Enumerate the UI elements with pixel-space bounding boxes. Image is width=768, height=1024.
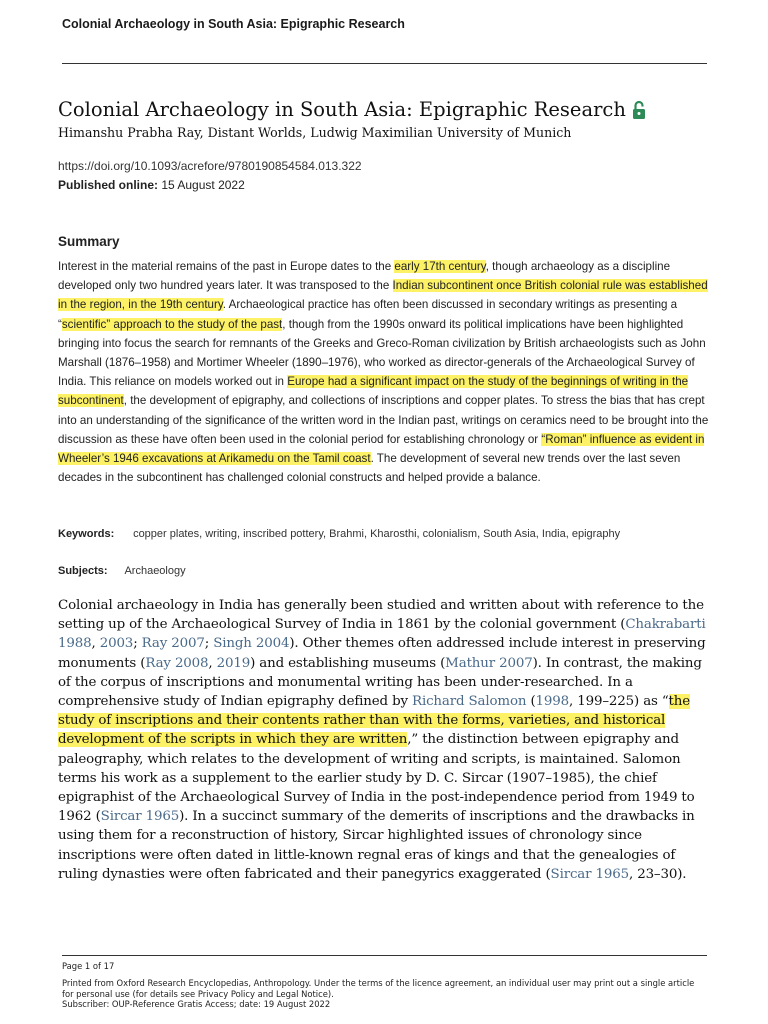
citation-link[interactable]: Mathur 2007 (445, 655, 533, 671)
published-value: 15 August 2022 (161, 178, 245, 192)
highlight: the study of inscriptions and their contents rather than with the forms, varieties, and historical development of the scripts in which they are written (58, 694, 691, 748)
citation-link[interactable]: Richard Salomon (412, 694, 527, 710)
footer-divider (62, 955, 707, 956)
body-paragraph (58, 596, 710, 884)
running-head: Colonial Archaeology in South Asia: Epigraphic Research (62, 17, 405, 31)
subscriber-info: Subscriber: OUP-Reference Gratis Access; date: 19 August 2022 (62, 999, 331, 1009)
keywords-row (58, 528, 620, 540)
citation-link[interactable]: Chakrabarti 1988 (58, 617, 706, 652)
highlight: “Roman” influence as evident in Wheeler’s 1946 excavations at Arikamedu on the Tamil coast (58, 432, 705, 466)
citation-link[interactable]: 2003 (99, 636, 134, 652)
citation-link[interactable]: Sircar 1965 (550, 866, 629, 882)
body-text: ). In contrast, the making of the corpus of inscriptions and monumental writing has been under-researched. In a comprehensive study of Indian epigraphy defined by (58, 655, 702, 710)
citation-link[interactable]: Singh 2004 (213, 636, 290, 652)
doi-link[interactable]: https://doi.org/10.1093/acrefore/9780190854584.013.322 (58, 159, 362, 173)
unlocked-padlock-icon (632, 100, 646, 120)
highlight: Indian subcontinent once British colonial rule was established in the region, in the 19th century (58, 279, 708, 312)
highlight: Europe had a significant impact on the study of the beginnings of writing in the subcontinent (58, 375, 689, 408)
body-text: , (91, 636, 100, 652)
abstract-text: . The development of several new trends over the last seven decades in the subcontinent has challenged colonial constructs and helped provide a balance. (58, 452, 681, 485)
body-text: Colonial archaeology in India has generally been studied and written about with reference to the setting up of the Archaeological Survey of India in 1861 by the colonial government ( (58, 598, 704, 633)
page-footer (62, 961, 707, 1010)
citation-link[interactable]: 1998 (535, 694, 570, 710)
abstract-text: , the development of epigraphy, and collections of inscriptions and copper plates. To stress the bias that has crept into an understanding of the significance of the written word in the Indian past, writings on ceramics need to be brought into the discussion as these have often been used in the colonial period for establishing chronology or (58, 394, 709, 446)
article-title (58, 98, 646, 121)
article-title-text: Colonial Archaeology in South Asia: Epigraphic Research (58, 98, 626, 121)
body-text: , 199–225) as “ (569, 694, 669, 710)
published-label: Published online: (58, 178, 159, 192)
published-date (58, 178, 245, 192)
subjects-row (58, 565, 186, 577)
subjects-label: Subjects: (58, 565, 108, 577)
summary-abstract (58, 257, 712, 487)
citation-link[interactable]: Ray 2008 (145, 655, 209, 671)
abstract-text: . Archaeological practice has often been discussed in secondary writings as presenting a “ (58, 298, 678, 331)
keywords-label: Keywords: (58, 528, 115, 540)
body-text: , (208, 655, 217, 671)
body-text: ,” the distinction between epigraphy and paleography, which relates to the development of writing and scripts, is maintained. Salomon terms his work as a supplement to the earlier study by D. C. Sircar (1907–1985), the chief epigraphist of the Archaeological Survey of India in the post-independence period from 1949 to 1962 ( (58, 732, 695, 825)
body-text: ; (133, 636, 142, 652)
body-text: , 23–30). (628, 866, 687, 882)
license-notice: Printed from Oxford Research Encyclopedias, Anthropology. Under the terms of the licence agreement, an individual user may print out a single article for personal use (for details see Privacy Policy and Legal Notice). (62, 978, 695, 999)
citation-link[interactable]: 2019 (216, 655, 251, 671)
citation-link[interactable]: Sircar 1965 (100, 809, 180, 825)
author-affiliation: Himanshu Prabha Ray, Distant Worlds, Ludwig Maximilian University of Munich (58, 125, 572, 140)
abstract-text: Interest in the material remains of the past in Europe dates to the (58, 260, 395, 273)
header-divider (62, 63, 707, 64)
abstract-text: , though from the 1990s onward its political implications have been highlighted bringing into focus the search for remnants of the Greeks and Greco-Roman civilization by British archaeologists such as John Marshall (1876–1958) and Mortimer Wheeler (1890–1976), who worked as director-generals of the Archaeological Survey of India. This reliance on models worked out in (58, 317, 706, 389)
highlight: scientific” approach to the study of the past (61, 317, 283, 331)
body-text: ). In a succinct summary of the demerits of inscriptions and the drawbacks in using them for a reconstruction of history, Sircar highlighted issues of chronology since inscriptions were often dated in little-known regnal eras of kings and that the genealogies of ruling dynasties were often fabricated and their panegyrics exaggerated ( (58, 809, 695, 882)
summary-heading: Summary (58, 234, 120, 249)
keywords-list[interactable]: copper plates, writing, inscribed pottery, Brahmi, Kharosthi, colonialism, South Asia, India, epigraphy (133, 528, 621, 540)
body-text: ; (204, 636, 214, 652)
abstract-text: , though archaeology as a discipline developed only two hundred years later. It was transposed to the (58, 260, 671, 293)
highlight: early 17th century (394, 260, 486, 273)
page-number: Page 1 of 17 (62, 961, 115, 971)
body-text: ) and establishing museums ( (250, 655, 446, 671)
body-text: ( (526, 694, 536, 710)
body-text: ). Other themes often addressed include interest in preserving monuments ( (58, 636, 706, 671)
citation-link[interactable]: Ray 2007 (141, 636, 205, 652)
subjects-value[interactable]: Archaeology (124, 565, 186, 577)
